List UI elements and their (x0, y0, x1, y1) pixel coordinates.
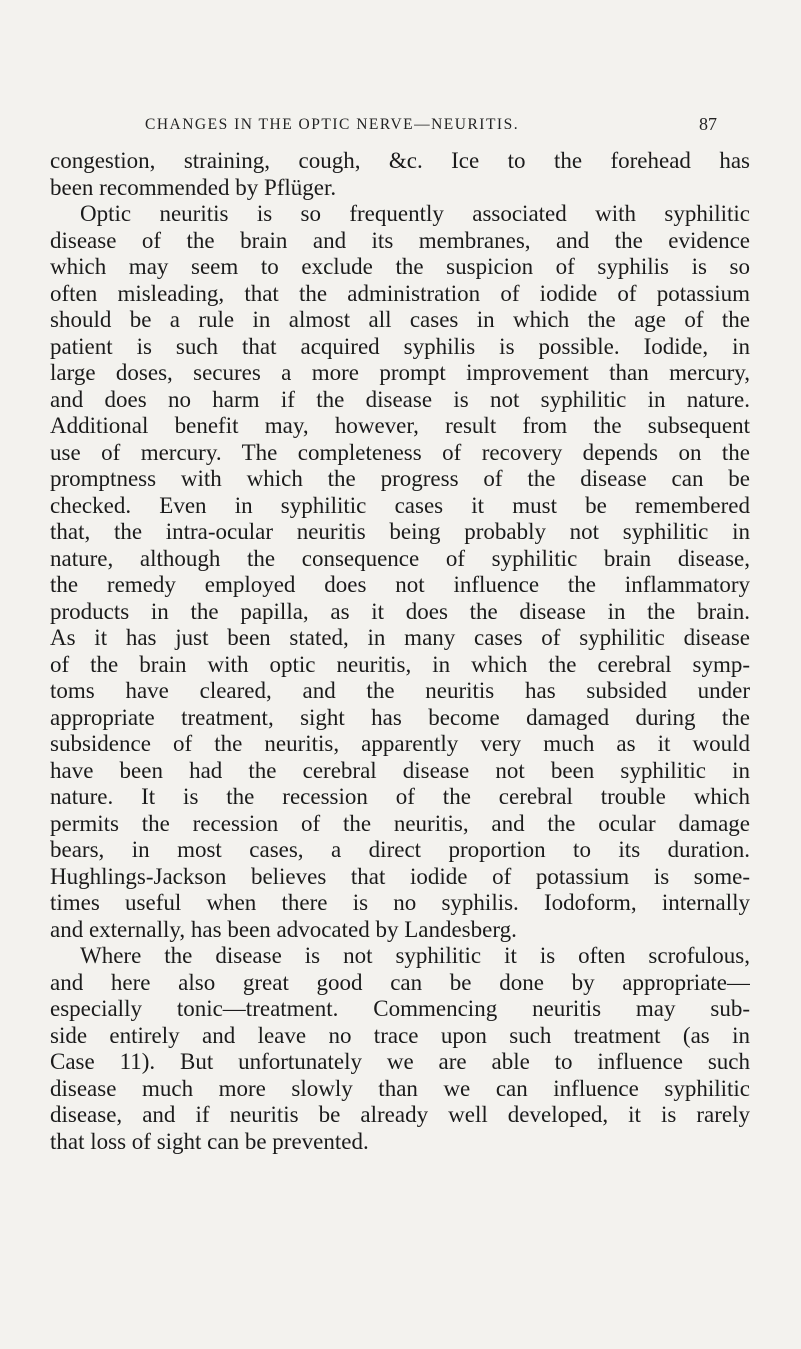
text-line: congestion, straining, cough, &c. Ice to the forehead has (50, 148, 750, 173)
text-line: use of mercury. The completeness of recovery depends on the (50, 439, 750, 465)
page-number: 87 (699, 114, 717, 134)
text-line: patient is such that acquired syphilis is possible. Iodide, in (50, 333, 750, 359)
text-line: Additional benefit may, however, result from the subsequent (50, 413, 750, 438)
text-line: especially tonic—treatment. Commencing neuritis may sub- (50, 996, 750, 1021)
text-line: promptness with which the progress of the disease can be (50, 466, 750, 491)
text-line: which may seem to exclude the suspicion of syphilis is so (50, 254, 750, 279)
text-line: disease much more slowly than we can influence syphilitic (50, 1075, 750, 1101)
text-line: that loss of sight can be prevented. (50, 1128, 369, 1154)
text-line: should be a rule in almost all cases in which the age of the (50, 307, 750, 332)
text-line: side entirely and leave no trace upon such treatment (as in (50, 1022, 750, 1048)
text-line: and externally, has been advocated by Landesberg. (50, 916, 517, 942)
text-line: and does no harm if the disease is not syphilitic in nature. (50, 386, 750, 412)
running-title: CHANGES IN THE OPTIC NERVE—NEURITIS. (145, 116, 520, 133)
text-line: toms have cleared, and the neuritis has subsided under (50, 678, 750, 703)
paragraph-start-line: Optic neuritis is so frequently associated with syphilitic (80, 201, 750, 226)
text-line: permits the recession of the neuritis, and the ocular damage (50, 810, 750, 836)
text-line: products in the papilla, as it does the disease in the brain. (50, 598, 750, 624)
running-head (145, 116, 717, 138)
text-line: disease, and if neuritis be already well developed, it is rarely (50, 1102, 750, 1127)
text-line: subsidence of the neuritis, apparently very much as it would (50, 731, 750, 756)
text-line: nature, although the consequence of syphilitic brain disease, (50, 545, 750, 571)
text-line: appropriate treatment, sight has become damaged during the (50, 704, 750, 730)
text-line: Case 11). But unfortunately we are able to influence such (50, 1049, 750, 1074)
text-line: the remedy employed does not influence the inflammatory (50, 572, 750, 597)
text-line: disease of the brain and its membranes, and the evidence (50, 227, 750, 253)
text-line: and here also great good can be done by appropriate— (50, 969, 750, 995)
text-line: often misleading, that the administration of iodide of potassium (50, 280, 750, 306)
text-line: checked. Even in syphilitic cases it must be remembered (50, 492, 750, 518)
text-line: that, the intra-ocular neuritis being probably not syphilitic in (50, 519, 750, 544)
text-line: As it has just been stated, in many cases of syphilitic disease (50, 625, 750, 650)
body-text (50, 148, 750, 1155)
text-line: Hughlings-Jackson believes that iodide of potassium is some- (50, 863, 750, 889)
text-line: of the brain with optic neuritis, in which the cerebral symp- (50, 651, 750, 677)
text-line: have been had the cerebral disease not been syphilitic in (50, 757, 750, 783)
text-line: been recommended by Pflüger. (50, 174, 337, 200)
paragraph-start-line: Where the disease is not syphilitic it is often scrofulous, (80, 943, 750, 968)
text-line: bears, in most cases, a direct proportion to its duration. (50, 837, 750, 862)
text-line: nature. It is the recession of the cerebral trouble which (50, 784, 750, 809)
text-line: large doses, secures a more prompt improvement than mercury, (50, 360, 750, 385)
text-line: times useful when there is no syphilis. Iodoform, internally (50, 890, 750, 915)
